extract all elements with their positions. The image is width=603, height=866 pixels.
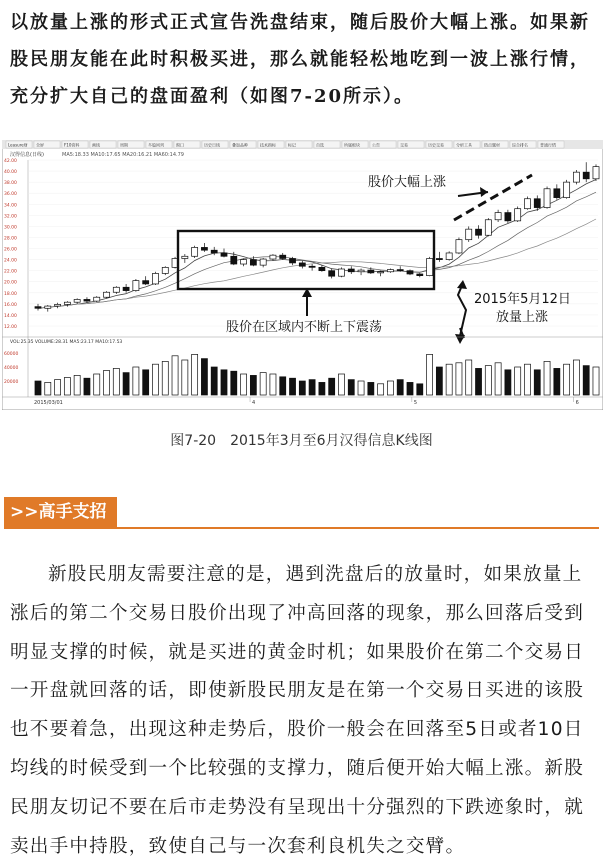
candle-body — [378, 272, 384, 273]
volume-bar — [564, 364, 570, 395]
volume-bar — [299, 381, 305, 395]
candle-body — [84, 299, 90, 301]
candle-body — [221, 253, 227, 256]
volume-bar — [250, 375, 256, 395]
volume-bar — [211, 367, 217, 395]
toolbar-label-16: 分析工具 — [456, 142, 472, 148]
annotation-surge: 股价大幅上涨 — [368, 175, 447, 190]
candle-body — [466, 229, 472, 240]
volume-bar — [289, 378, 295, 395]
price-tick: 16.00 — [4, 302, 17, 308]
candle-body — [368, 270, 374, 273]
candle-body — [94, 297, 100, 301]
volume-bar — [280, 377, 286, 395]
candle-body — [417, 274, 423, 276]
volume-bar — [55, 380, 61, 395]
candle-body — [211, 250, 217, 253]
candle-body — [348, 269, 354, 272]
toolbar-label-10: 标记 — [288, 142, 296, 148]
candle-body — [162, 267, 168, 273]
volume-bar — [319, 382, 325, 395]
candle-body — [35, 307, 41, 309]
candle-body — [436, 258, 442, 259]
price-tick: 12.00 — [4, 325, 17, 330]
price-tick: 42.00 — [4, 159, 17, 164]
candle-body — [45, 306, 51, 308]
candle-body — [133, 281, 139, 291]
section-underline — [4, 527, 599, 529]
volume-bar — [123, 373, 129, 395]
tip-paragraph: 新股民朋友需要注意的是，遇到洗盘后的放量时，如果放量上涨后的第二个交易日股价出现了冲高回落的现象，那么回落后受到明显支撑的时候，就是买进的黄金时机；如果股价在第二个交易日一开盘就回落的话，即使新股民朋友是在第一个交易日买进的该股也不要着急，出现这种走势后，股价一般会在回落至5日或者10日均线的时候受到一个比较强的支撑力，随后便开始大幅上涨。新股民朋友切记不要在后市走势没有呈现出十分强烈的下跌迹象时，就卖出手中持股，致使自己与一次套利良机失之交臂。 — [10, 564, 585, 857]
volume-tick: 60000 — [4, 352, 19, 357]
candle-body — [485, 220, 491, 235]
candle-body — [407, 271, 413, 274]
volume-bar — [260, 373, 266, 395]
candle-body — [427, 258, 433, 275]
candle-body — [583, 172, 589, 179]
volume-bar — [427, 354, 433, 395]
volume-bar — [475, 368, 481, 395]
price-tick: 18.00 — [4, 291, 17, 297]
volume-bar — [466, 360, 472, 395]
volume-bar — [485, 366, 491, 395]
candle-body — [280, 255, 286, 258]
volume-bar — [456, 363, 462, 395]
volume-bar — [45, 382, 51, 395]
price-tick: 38.00 — [4, 181, 17, 187]
toolbar-label-4: 周期 — [120, 142, 128, 148]
candle-body — [544, 189, 550, 208]
price-tick: 32.00 — [4, 214, 17, 220]
toolbar-label-3: 画线 — [92, 142, 100, 148]
toolbar-label-18: 综合排名 — [512, 142, 528, 148]
toolbar-label-13: 公告 — [372, 142, 380, 148]
candle-body — [329, 271, 335, 277]
volume-bar — [241, 374, 247, 395]
candle-body — [55, 304, 61, 306]
toolbar-label-8: 叠加品种 — [232, 142, 248, 148]
volume-bar — [133, 367, 139, 395]
volume-bar — [573, 360, 579, 395]
candle-body — [201, 247, 207, 250]
volume-bar — [368, 382, 374, 395]
volume-bar — [544, 361, 550, 395]
candle-body — [456, 240, 462, 253]
volume-bar — [505, 370, 511, 395]
price-tick: 14.00 — [4, 313, 17, 319]
volume-bar — [309, 380, 315, 395]
candle-body — [554, 189, 560, 198]
toolbar-label-14: 交易 — [400, 142, 408, 148]
toolbar-label-9: 技术指标 — [260, 142, 276, 148]
candle-body — [250, 260, 256, 266]
candle-body — [299, 263, 305, 266]
volume-bar — [593, 367, 599, 395]
volume-tick: 40000 — [4, 366, 19, 371]
volume-bar — [329, 378, 335, 395]
price-tick: 20.00 — [4, 280, 17, 286]
toolbar-label-19: 普通行情 — [540, 142, 556, 148]
candle-body — [113, 287, 119, 292]
date-left-label: 2015/03/01 — [34, 400, 63, 406]
price-tick: 28.00 — [4, 236, 17, 242]
toolbar-label-2: F10资料 — [64, 142, 80, 148]
volume-bar — [84, 378, 90, 395]
volume-bar — [182, 360, 188, 395]
candle-body — [593, 167, 599, 179]
price-tick: 34.00 — [4, 203, 17, 209]
volume-bar — [583, 366, 589, 395]
volume-bar — [534, 370, 540, 395]
candle-body — [309, 266, 315, 267]
volume-bar — [192, 354, 198, 395]
volume-bar — [515, 367, 521, 395]
toolbar-label-15: 历史交易 — [428, 142, 444, 148]
volume-bar — [524, 364, 530, 395]
price-tick: 24.00 — [4, 258, 17, 264]
volume-bar — [407, 382, 413, 395]
volume-axis — [4, 351, 18, 385]
section-tag: >>高手支招 — [4, 497, 117, 527]
price-tick: 36.00 — [4, 192, 17, 198]
volume-bar — [103, 371, 109, 396]
candle-body — [231, 256, 237, 264]
volume-bar — [554, 368, 560, 395]
volume-bar — [94, 374, 100, 395]
month-label: 5 — [413, 400, 418, 406]
candle-body — [387, 270, 393, 272]
volume-label: VOL:25.35 VOLUME:28.31 MA5:23.17 MA10:17.53 — [10, 340, 123, 345]
volume-bar — [201, 359, 207, 395]
month-label: 4 — [252, 400, 256, 406]
volume-bar — [338, 374, 344, 395]
volume-bar — [113, 368, 119, 395]
toolbar-label-6: 窗口 — [176, 142, 184, 148]
volume-bar — [446, 364, 452, 395]
candle-body — [564, 182, 570, 197]
candle-body — [182, 256, 188, 258]
volume-bar — [172, 356, 178, 395]
candle-body — [241, 260, 247, 264]
candle-body — [358, 270, 364, 272]
volume-bar — [417, 384, 423, 395]
figure-frame — [2, 140, 603, 410]
figure-caption: 图7-20 2015年3月至6月汉得信息K线图 — [170, 433, 433, 449]
candle-body — [143, 281, 149, 284]
annotation-volume-text: 放量上涨 — [496, 310, 549, 325]
toolbar-label-11: 自选 — [316, 142, 324, 148]
price-tick: 22.00 — [4, 269, 17, 275]
volume-bar — [358, 381, 364, 395]
candle-body — [446, 253, 452, 260]
candle-body — [260, 259, 266, 265]
price-tick: 26.00 — [4, 247, 17, 253]
candle-body — [152, 273, 158, 284]
chart-title: 汉得信息(日线) — [10, 152, 44, 158]
volume-bar — [162, 361, 168, 395]
candle-body — [397, 270, 403, 271]
candle-body — [270, 255, 276, 259]
volume-bar — [143, 370, 149, 395]
volume-bar — [378, 384, 384, 395]
price-tick: 40.00 — [4, 170, 17, 176]
candle-body — [319, 267, 325, 270]
candle-body — [524, 199, 530, 209]
candle-body — [103, 292, 109, 297]
toolbar-label-5: 多股同列 — [148, 142, 164, 148]
month-label: 6 — [575, 400, 579, 406]
volume-bar — [221, 370, 227, 395]
candle-body — [123, 287, 129, 290]
candle-body — [74, 299, 80, 302]
price-tick: 30.00 — [4, 225, 17, 231]
candle-body — [573, 172, 579, 182]
toolbar-label-0: Leasure财 — [8, 142, 28, 148]
volume-bar — [348, 380, 354, 395]
volume-tick: 20000 — [4, 380, 19, 385]
volume-bar — [495, 363, 501, 395]
volume-bar — [152, 364, 158, 395]
ma-line-label: MA5:18.33 MA10:17.65 MA20:16.21 MA60:14.79 — [62, 152, 184, 158]
toolbar-label-7: 历史日线 — [204, 142, 220, 148]
candle-body — [505, 213, 511, 221]
toolbar-label-1: 全屏 — [36, 142, 44, 148]
volume-bar — [231, 371, 237, 395]
toolbar-label-17: 热点题材 — [484, 142, 500, 148]
annotation-range: 股价在区域内不断上下震荡 — [226, 320, 383, 335]
candle-body — [192, 247, 198, 256]
toolbar-label-12: 所属板块 — [344, 142, 360, 148]
candle-body — [475, 229, 481, 235]
volume-bar — [64, 378, 70, 396]
volume-bar — [270, 374, 276, 395]
candle-body — [64, 302, 70, 304]
volume-bar — [387, 381, 393, 395]
candle-body — [534, 199, 540, 208]
volume-bar — [397, 380, 403, 395]
intro-paragraph: 以放量上涨的形式正式宣告洗盘结束，随后股价大幅上涨。如果新股民朋友能在此时积极买进，那么就能轻松地吃到一波上涨行情，充分扩大自己的盘面盈利（如图7-20所示）。 — [10, 12, 590, 107]
annotation-volume-date: 2015年5月12日 — [474, 292, 571, 307]
candle-body — [289, 258, 295, 262]
candle-body — [515, 209, 521, 221]
volume-bar — [436, 367, 442, 395]
volume-bar — [74, 375, 80, 395]
kline-figure — [2, 140, 603, 410]
volume-bar — [35, 381, 41, 395]
candle-body — [495, 213, 501, 220]
candle-body — [338, 269, 344, 276]
